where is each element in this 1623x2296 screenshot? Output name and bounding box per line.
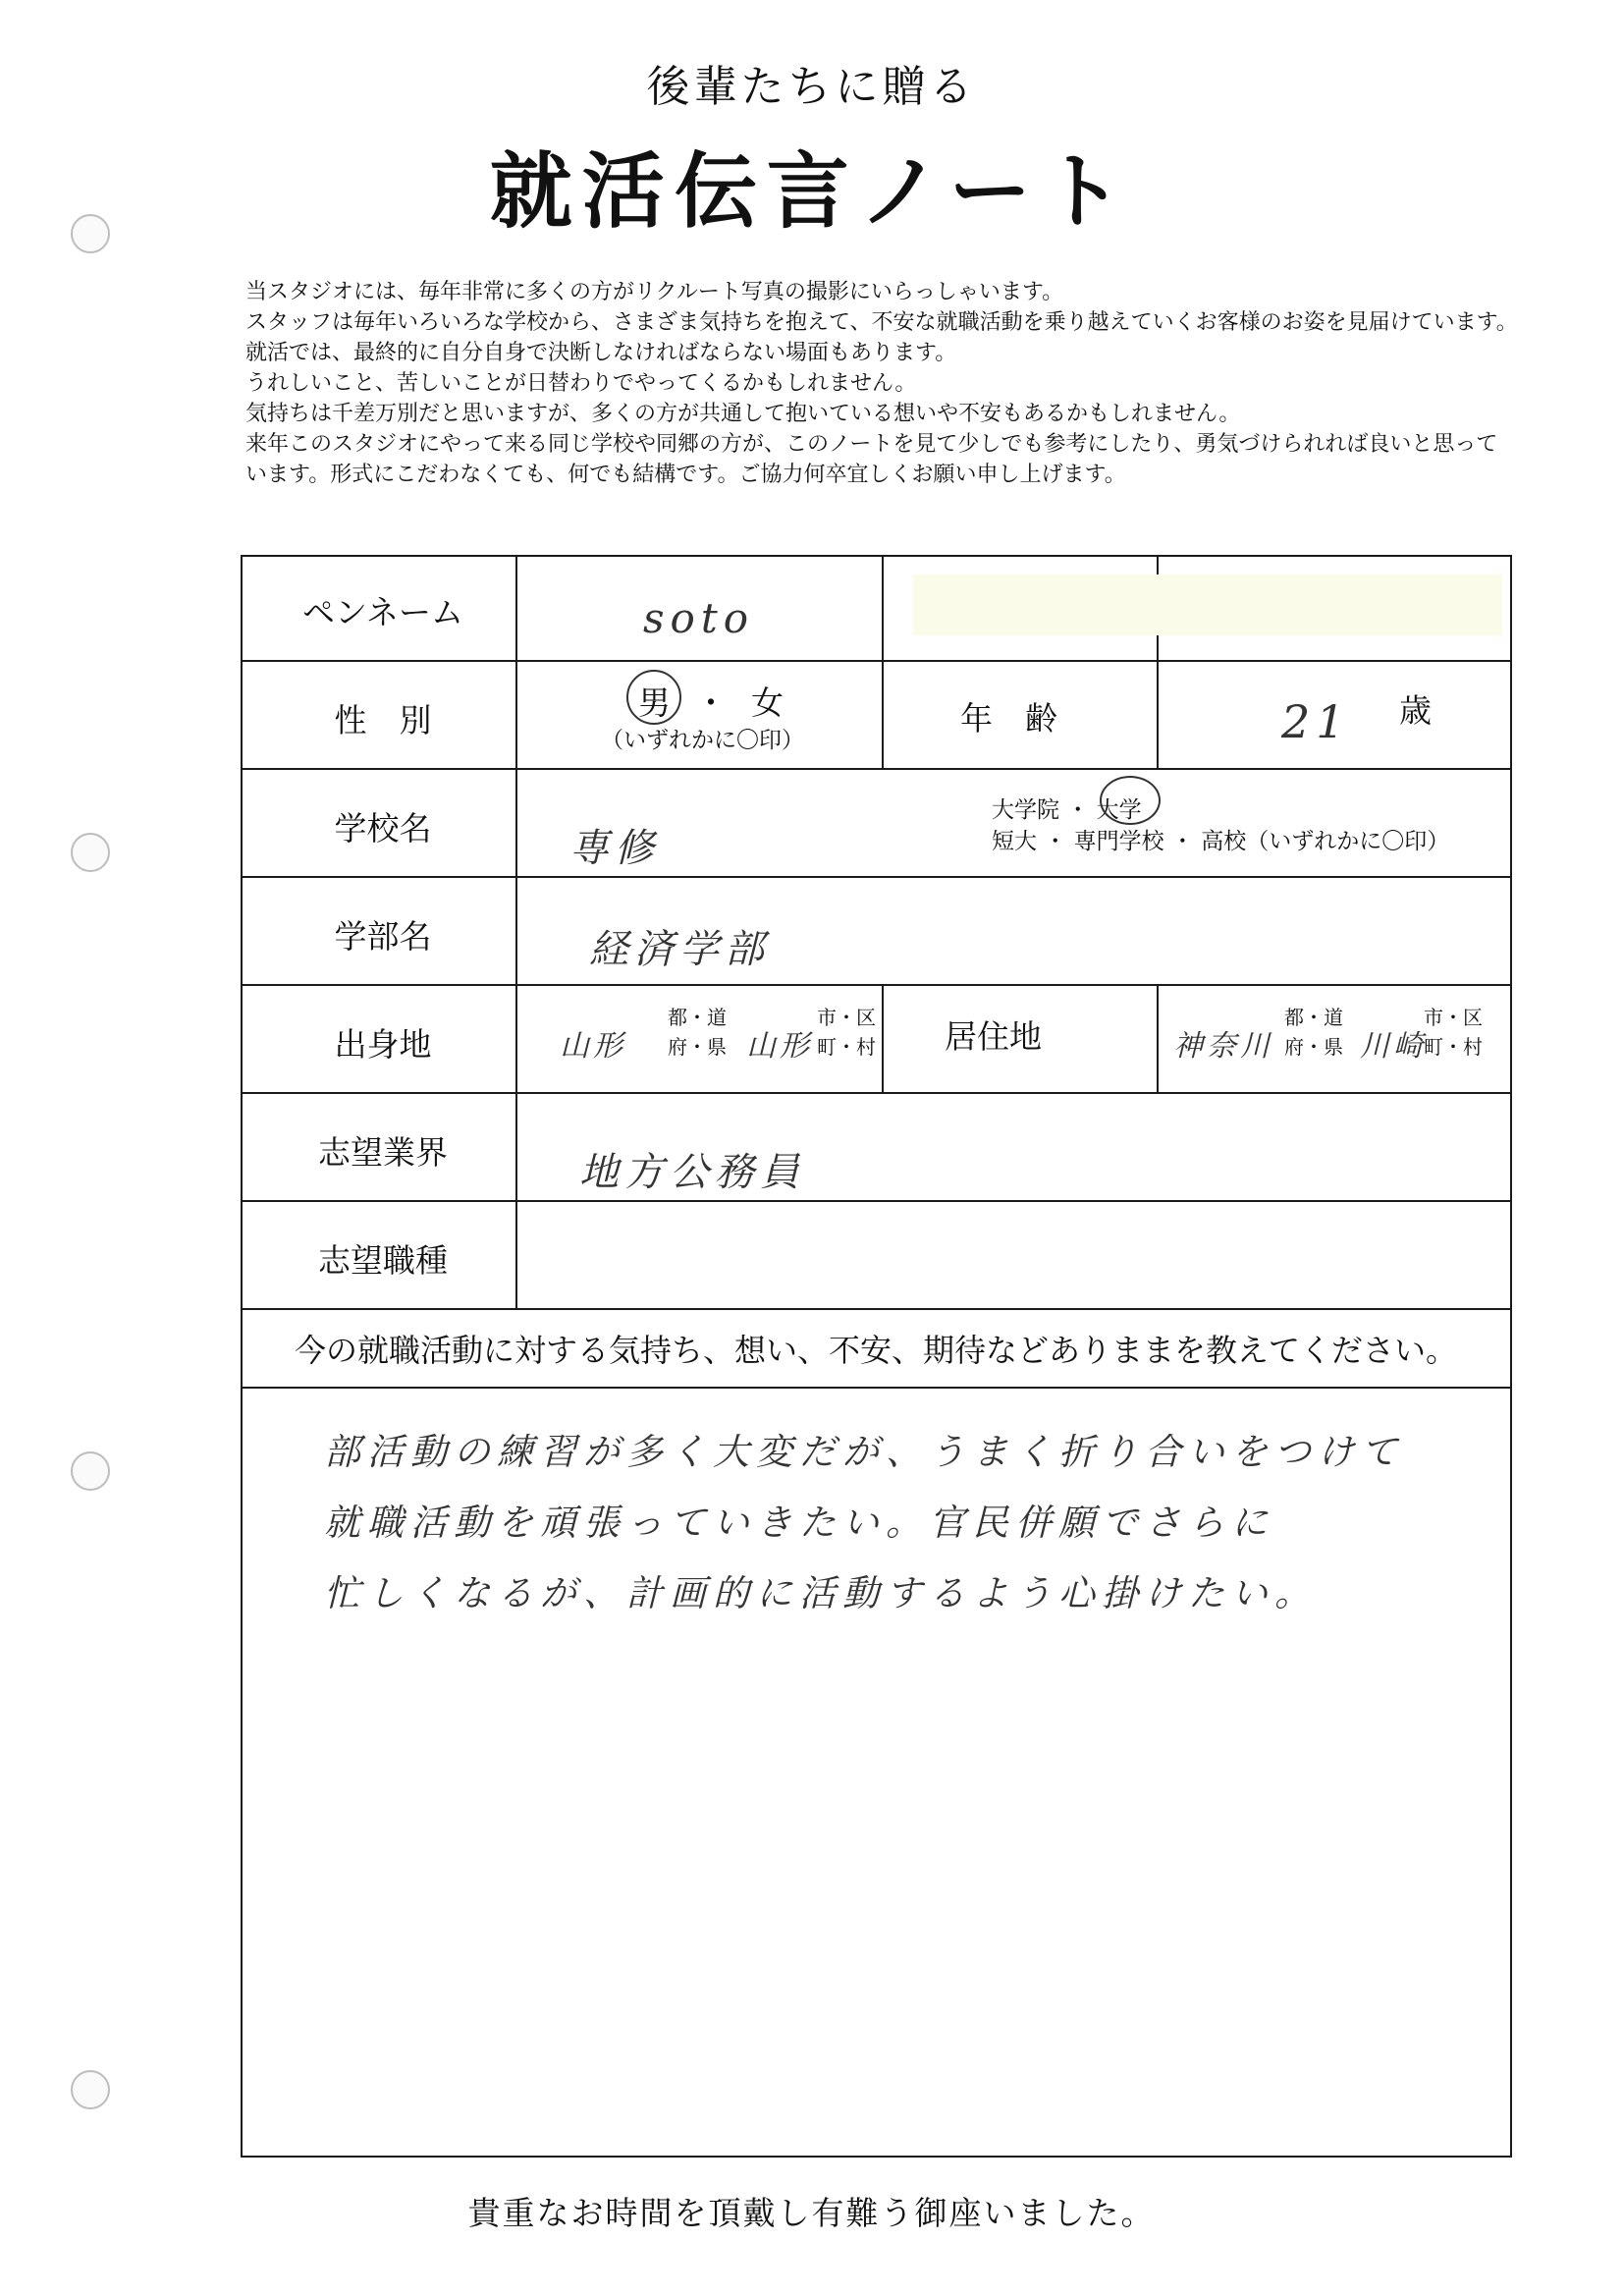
form-line xyxy=(241,1200,1512,1202)
intro-paragraph xyxy=(245,277,1600,490)
hometown-pref-value: 山形 xyxy=(560,1029,626,1064)
form-divider xyxy=(515,555,517,1308)
intro-line: うれしいこと、苦しいことが日替わりでやってくるかもしれません。 xyxy=(245,371,917,396)
gender-note: （いずれかに〇印） xyxy=(601,728,804,753)
selection-circle xyxy=(1100,776,1161,825)
pref-kind: 都・道 xyxy=(668,1006,727,1029)
form-line xyxy=(241,555,1512,557)
form-line xyxy=(241,1092,1512,1094)
form-line xyxy=(241,660,1512,662)
form-divider xyxy=(882,984,884,1092)
faculty-value: 経済学部 xyxy=(589,927,770,972)
intro-line: います。形式にこだわなくても、何でも結構です。ご協力何卒宜しくお願い申し上げます。 xyxy=(245,463,1126,487)
city-kind: 町・村 xyxy=(817,1035,876,1059)
age-value: 21 xyxy=(1281,695,1351,748)
binder-hole xyxy=(71,1451,110,1491)
city-kind: 市・区 xyxy=(1424,1006,1483,1029)
pref-kind: 府・県 xyxy=(1284,1035,1343,1059)
answer-line: 忙しくなるが、計画的に活動するよう心掛けたい。 xyxy=(324,1572,1318,1614)
industry-value: 地方公務員 xyxy=(579,1150,805,1195)
city-kind: 町・村 xyxy=(1424,1035,1483,1059)
intro-line: 来年このスタジオにやって来る同じ学校や同郷の方が、このノートを見て少しでも参考にしたり、勇気づけられれば良いと思って xyxy=(245,432,1498,457)
form-border xyxy=(1510,555,1512,2158)
intro-line: スタッフは毎年いろいろな学校から、さまざま気持ちを抱えて、不安な就職活動を乗り越えていくお客様のお姿を見届けています。 xyxy=(245,310,1518,335)
answer-line: 就職活動を頑張っていきたい。官民併願でさらに xyxy=(324,1502,1274,1544)
gender-female: 女 xyxy=(751,683,784,722)
gender-separator: ・ xyxy=(694,683,728,722)
form-line xyxy=(241,984,1512,986)
school-label: 学校名 xyxy=(334,809,432,847)
redacted-area xyxy=(913,574,1502,635)
binder-hole xyxy=(71,833,110,872)
pref-kind: 都・道 xyxy=(1284,1006,1343,1029)
school-value: 専修 xyxy=(569,826,660,871)
city-kind: 市・区 xyxy=(817,1006,876,1029)
form-line xyxy=(241,1387,1512,1389)
answer-line: 部活動の練習が多く大変だが、うまく折り合いをつけて xyxy=(324,1431,1404,1473)
question-text: 今の就職活動に対する気持ち、想い、不安、期待などありままを教えてください。 xyxy=(295,1332,1458,1369)
form-line xyxy=(241,2156,1512,2158)
form-border xyxy=(241,555,243,2158)
age-unit: 歳 xyxy=(1399,691,1432,730)
pen-name-label: ペンネーム xyxy=(301,593,463,631)
residence-label: 居住地 xyxy=(945,1017,1042,1056)
pref-kind: 府・県 xyxy=(668,1035,727,1059)
page-subtitle: 後輩たちに贈る xyxy=(646,62,977,112)
footer-text: 貴重なお時間を頂戴し有難う御座いました。 xyxy=(467,2194,1156,2232)
school-type-options: 大学院 ・ 大学 xyxy=(992,797,1142,823)
form-line xyxy=(241,768,1512,770)
industry-label: 志望業界 xyxy=(318,1133,448,1172)
page-title: 就活伝言ノート xyxy=(489,143,1134,240)
form-line xyxy=(241,1308,1512,1310)
selection-circle xyxy=(626,670,681,725)
form-divider xyxy=(1157,984,1159,1092)
school-type-options: 短大 ・ 専門学校 ・ 高校（いずれかに〇印） xyxy=(992,829,1450,854)
hometown-label: 出身地 xyxy=(334,1025,432,1064)
hometown-city-value: 山形 xyxy=(746,1029,813,1064)
age-label: 年 齢 xyxy=(960,699,1057,738)
binder-hole xyxy=(71,2070,110,2109)
intro-line: 就活では、最終的に自分自身で決断しなければならない場面もあります。 xyxy=(245,341,957,365)
gender-male: 男 xyxy=(638,683,671,722)
faculty-label: 学部名 xyxy=(334,917,432,956)
form-divider xyxy=(882,555,884,768)
form-line xyxy=(241,876,1512,878)
intro-line: 気持ちは千差万別だと思いますが、多くの方が共通して抱いている想いや不安もあるかもしれません。 xyxy=(245,402,1241,426)
pen-name-value: soto xyxy=(643,594,755,642)
intro-line: 当スタジオには、毎年非常に多くの方がリクルート写真の撮影にいらっしゃいます。 xyxy=(245,280,1064,304)
residence-pref-value: 神奈川 xyxy=(1173,1029,1273,1064)
job-label: 志望職種 xyxy=(318,1241,448,1280)
residence-city-value: 川崎 xyxy=(1360,1029,1427,1064)
gender-label: 性 別 xyxy=(334,701,432,739)
